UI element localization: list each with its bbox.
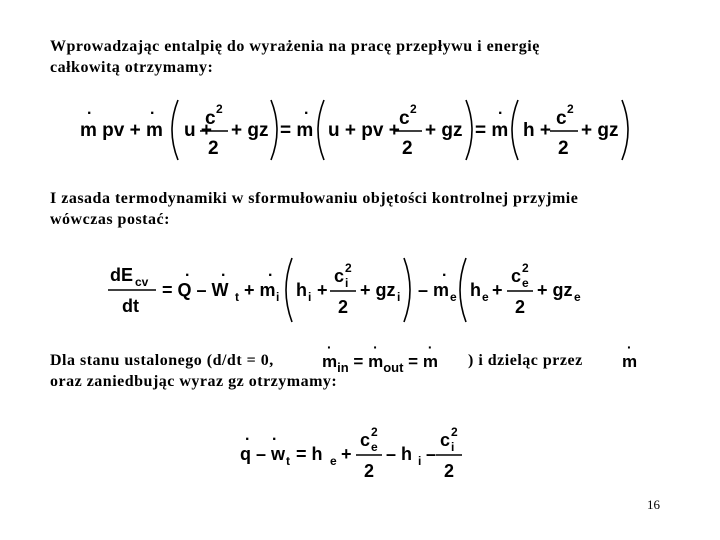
- denominator: 2: [444, 461, 455, 481]
- dot-accent: .: [304, 101, 309, 118]
- dot-accent: .: [498, 101, 503, 118]
- subscript-i: i: [308, 290, 312, 304]
- subscript-t: t: [286, 454, 290, 468]
- denominator: 2: [338, 297, 349, 317]
- term-u: u +: [184, 120, 212, 141]
- minus: –: [426, 444, 437, 464]
- text-line: wówczas postać:: [50, 211, 170, 228]
- term-mpv: m pv + m: [80, 120, 163, 141]
- subscript-e: e: [330, 454, 337, 468]
- subscript-e: e: [522, 276, 529, 290]
- plus: +: [317, 280, 328, 300]
- term-gz: + gz: [581, 120, 619, 141]
- text-steady-state: Dla stanu ustalonego (d/dt = 0,: [50, 352, 274, 369]
- term-plus-m: + m: [244, 280, 276, 300]
- equals-sign: =: [408, 352, 419, 371]
- exponent: 2: [451, 425, 458, 439]
- denominator: 2: [208, 138, 219, 159]
- inline-mdot: [622, 352, 637, 372]
- mdot-symbol: · m: [622, 352, 637, 371]
- right-paren: [622, 100, 628, 160]
- page-number: 16: [647, 497, 660, 512]
- right-paren: [404, 258, 410, 322]
- numerator-c: c: [205, 108, 216, 129]
- mdot-symbol: · m: [423, 352, 438, 371]
- dot-accent: .: [87, 101, 92, 118]
- denominator: 2: [558, 138, 569, 159]
- subscript-e: e: [371, 440, 378, 454]
- equals-sign: =: [353, 352, 364, 371]
- subscript-e: e: [482, 290, 489, 304]
- text-neglecting-gz: oraz zaniedbując wyraz gz otrzymamy:: [50, 373, 338, 390]
- subscript-cv: cv: [135, 275, 149, 289]
- dot-accent: .: [221, 263, 226, 280]
- left-paren: [172, 100, 178, 160]
- term-dE: dE: [110, 265, 134, 285]
- denominator: 2: [402, 138, 413, 159]
- term-q-w: q – w: [240, 444, 286, 464]
- subscript-t: t: [235, 290, 239, 304]
- inline-mass-balance: [322, 352, 438, 375]
- numerator-c: c: [440, 430, 451, 450]
- subscript-e: e: [574, 290, 581, 304]
- numerator-c: c: [399, 108, 410, 129]
- term-gz: + gz: [537, 280, 573, 300]
- equation-total-energy: [78, 96, 638, 166]
- term-minus-h: – h: [386, 444, 413, 464]
- subscript-i: i: [397, 290, 401, 304]
- dot-accent: .: [268, 263, 273, 280]
- subscript-i: i: [451, 440, 455, 454]
- term-minus-m: – m: [418, 280, 450, 300]
- dot-accent: .: [150, 101, 155, 118]
- term-upv: u + pv +: [328, 120, 400, 141]
- exponent: 2: [410, 102, 417, 116]
- text-dividing-by: ) i dzieląc przez: [468, 352, 583, 369]
- mdot-symbol: · m: [322, 352, 337, 371]
- term-gz: + gz: [231, 120, 269, 141]
- dot-accent: .: [442, 263, 447, 280]
- denominator: 2: [364, 461, 375, 481]
- numerator-c: c: [511, 266, 522, 286]
- subscript-i: i: [276, 290, 280, 304]
- plus: +: [341, 444, 352, 464]
- equation-first-law-control-volume: [108, 254, 588, 326]
- exponent: 2: [216, 102, 223, 116]
- dot-accent: .: [272, 427, 277, 444]
- term-h: h: [296, 280, 307, 300]
- exponent: 2: [345, 261, 352, 275]
- term-h: h: [470, 280, 481, 300]
- right-paren: [466, 100, 472, 160]
- numerator-c: c: [556, 108, 567, 129]
- term-Q-W: = Q – W: [162, 280, 229, 300]
- subscript-out: out: [383, 360, 404, 375]
- left-paren: [512, 100, 518, 160]
- left-paren: [460, 258, 466, 322]
- paragraph-first-law: [50, 188, 690, 230]
- left-paren: [318, 100, 324, 160]
- dot-accent: .: [245, 427, 250, 444]
- term-h: h +: [523, 120, 551, 141]
- mdot-symbol: · m: [368, 352, 383, 371]
- numerator-c: c: [360, 430, 371, 450]
- equation-specific-energy: [238, 425, 468, 488]
- subscript-i: i: [345, 276, 349, 290]
- text-line: I zasada termodynamiki w sformułowaniu objętości kontrolnej przyjmie: [50, 190, 579, 207]
- term-eq-m: = m: [475, 120, 509, 141]
- plus: +: [492, 280, 503, 300]
- term-gz: + gz: [360, 280, 396, 300]
- denominator: 2: [515, 297, 526, 317]
- subscript-in: in: [337, 360, 349, 375]
- exponent: 2: [371, 425, 378, 439]
- term-gz: + gz: [425, 120, 463, 141]
- text-line: całkowitą otrzymamy:: [50, 59, 214, 76]
- exponent: 2: [567, 102, 574, 116]
- numerator-c: c: [334, 266, 345, 286]
- term-dt: dt: [122, 296, 139, 316]
- subscript-e: e: [450, 290, 457, 304]
- left-paren: [286, 258, 292, 322]
- term-eq-m: = m: [280, 120, 314, 141]
- exponent: 2: [522, 261, 529, 275]
- text-line: Wprowadzając entalpię do wyrażenia na pracę przepływu i energię: [50, 38, 540, 55]
- subscript-i: i: [418, 454, 422, 468]
- dot-accent: .: [185, 263, 190, 280]
- term-eq-h: = h: [296, 444, 323, 464]
- paragraph-enthalpy-intro: [50, 36, 690, 78]
- right-paren: [271, 100, 277, 160]
